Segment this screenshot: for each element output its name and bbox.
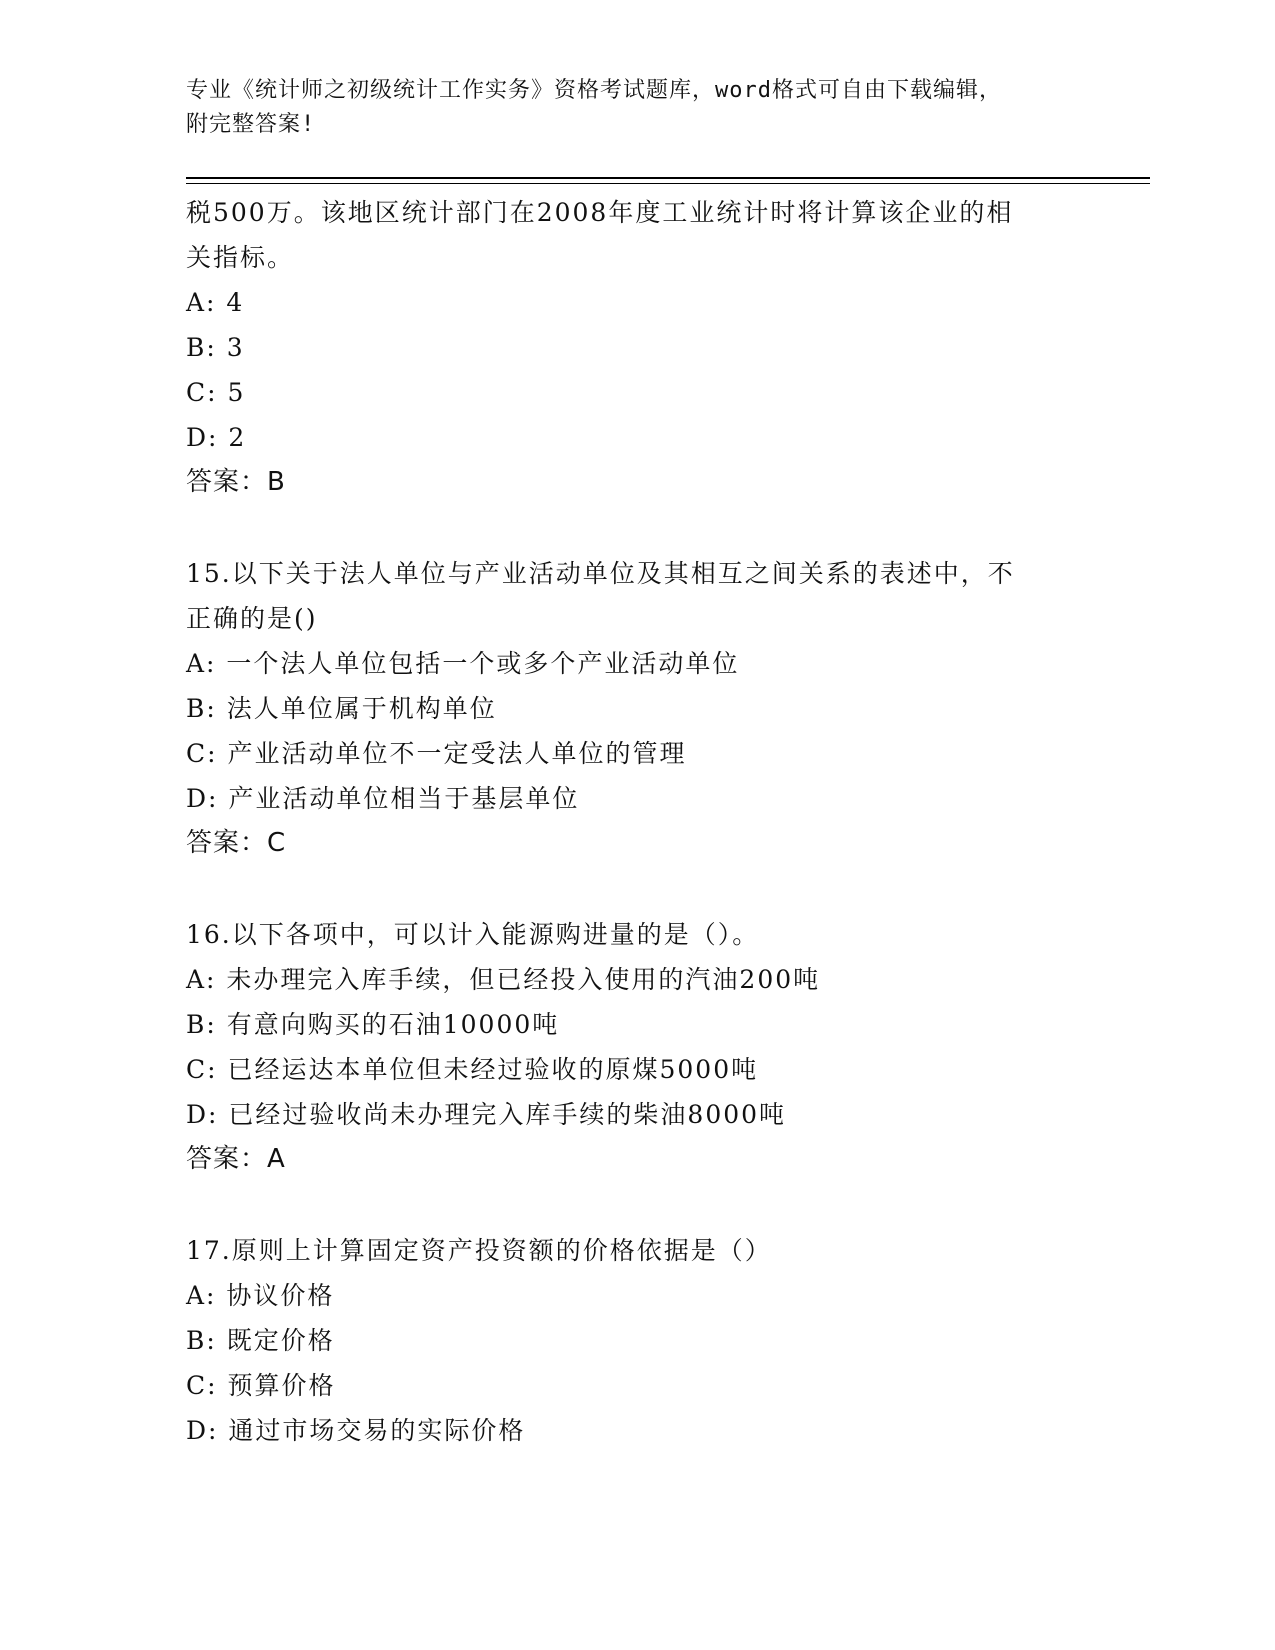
option-b: B: 有意向购买的石油10000吨 — [186, 1010, 560, 1039]
document-header — [186, 74, 1086, 142]
question-continued — [186, 190, 1086, 505]
header-rule-thick — [186, 177, 1150, 179]
option-d: D: 产业活动单位相当于基层单位 — [186, 784, 580, 813]
question-text-line: 正确的是() — [186, 604, 318, 633]
option-a: A: 4 — [186, 288, 245, 317]
option-d: D: 2 — [186, 423, 247, 452]
header-line-2: 附完整答案! — [186, 112, 316, 137]
option-c: C: 已经运达本单位但未经过验收的原煤5000吨 — [186, 1055, 759, 1084]
question-16 — [186, 912, 1086, 1182]
option-d: D: 通过市场交易的实际价格 — [186, 1416, 526, 1445]
option-a: A: 协议价格 — [186, 1281, 335, 1310]
question-text-line: 15.以下关于法人单位与产业活动单位及其相互之间关系的表述中，不 — [186, 559, 1015, 588]
option-c: C: 预算价格 — [186, 1371, 336, 1400]
option-c: C: 5 — [186, 378, 246, 407]
option-a: A: 未办理完入库手续，但已经投入使用的汽油200吨 — [186, 965, 821, 994]
option-c: C: 产业活动单位不一定受法人单位的管理 — [186, 739, 687, 768]
question-text-line: 16.以下各项中，可以计入能源购进量的是（）。 — [186, 920, 760, 949]
answer-label: 答案：A — [186, 1144, 286, 1174]
question-content — [186, 190, 1086, 1453]
question-15 — [186, 551, 1086, 866]
option-b: B: 法人单位属于机构单位 — [186, 694, 497, 723]
question-text-line: 关指标。 — [186, 243, 295, 272]
answer-label: 答案：C — [186, 828, 287, 858]
option-d: D: 已经过验收尚未办理完入库手续的柴油8000吨 — [186, 1100, 787, 1129]
answer-label: 答案：B — [186, 467, 286, 497]
question-text-line: 17.原则上计算固定资产投资额的价格依据是（） — [186, 1236, 772, 1265]
question-17 — [186, 1228, 1086, 1453]
header-line-1: 专业《统计师之初级统计工作实务》资格考试题库，word格式可自由下载编辑， — [186, 78, 1002, 103]
option-b: B: 既定价格 — [186, 1326, 335, 1355]
option-a: A: 一个法人单位包括一个或多个产业活动单位 — [186, 649, 740, 678]
question-text-line: 税500万。该地区统计部门在2008年度工业统计时将计算该企业的相 — [186, 198, 1014, 227]
option-b: B: 3 — [186, 333, 245, 362]
header-rule-thin — [186, 183, 1150, 184]
